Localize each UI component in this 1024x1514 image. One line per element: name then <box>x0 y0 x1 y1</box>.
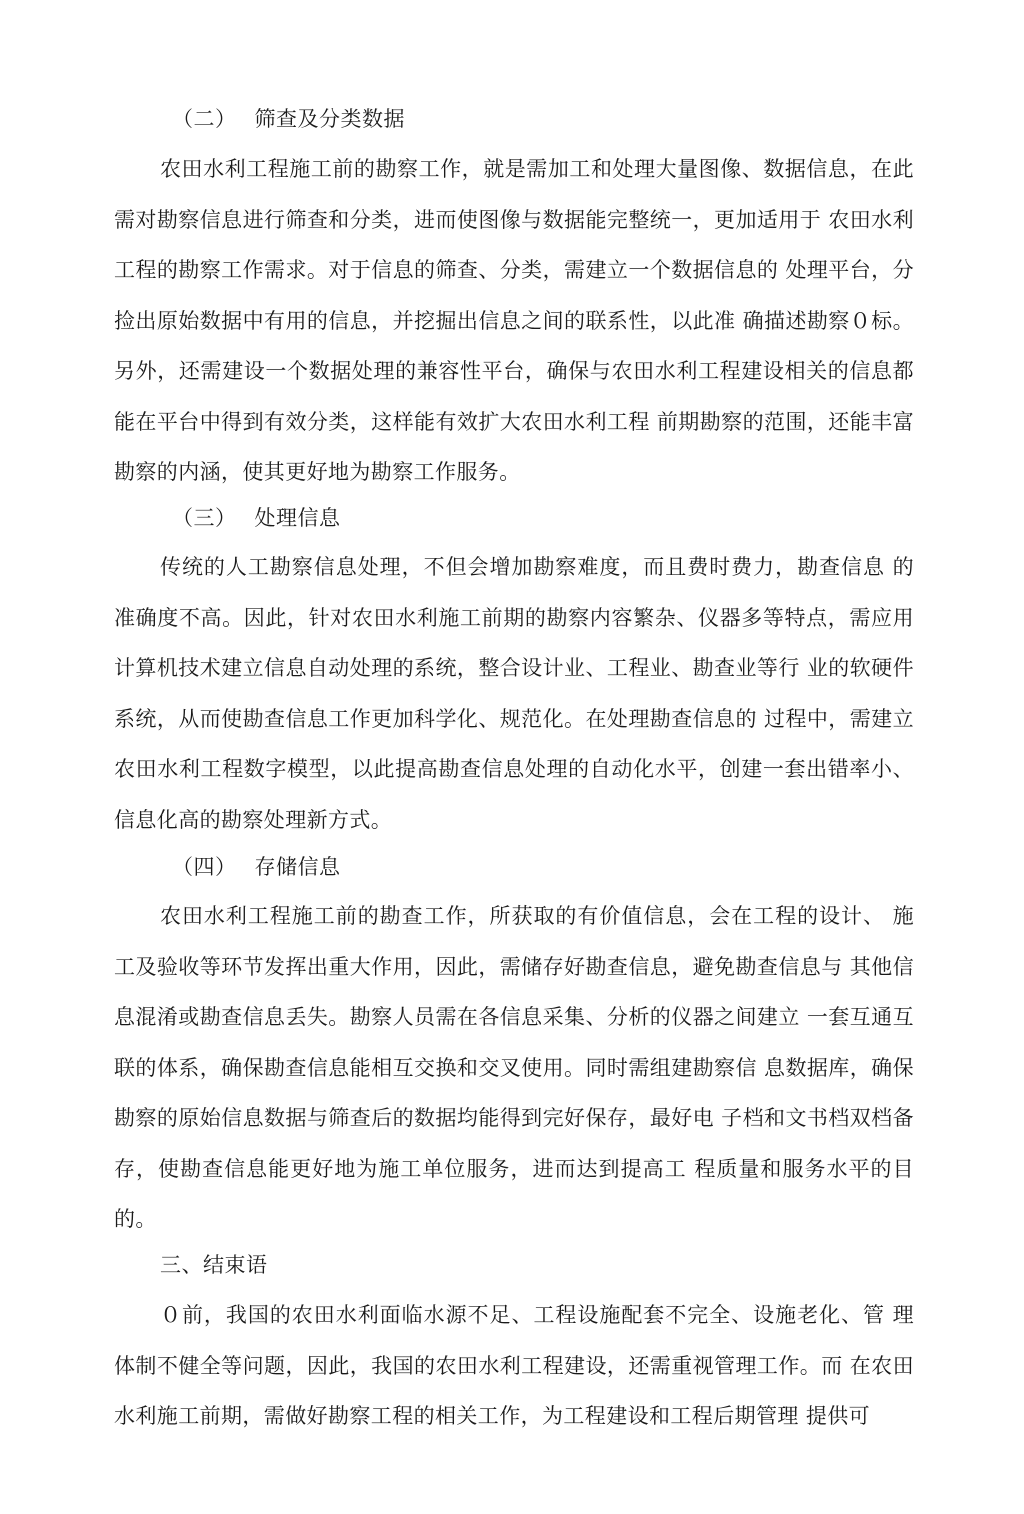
section-paragraph-3: 传统的人工勘察信息处理，不但会增加勘察难度，而且费时费力，勘查信息 的准确度不高。因此，针对农田水利施工前期的勘察内容繁杂、仪器多等特点，需应用计算机技术建立信息自动处理的系统，整合设计业、工程业、勘查业等行 业的软硬件系统，从而使勘查信息工作更加科学化、规范化。在处理勘查信息的 过程中，需建立农田水利工程数字模型，以此提高勘查信息处理的自动化水平，创建一套出错率小、信息化高的勘察处理新方式。 <box>114 555 914 832</box>
conclusion-heading: 三、结束语 <box>160 1253 268 1277</box>
conclusion-paragraph: ０前，我国的农田水利面临水源不足、工程设施配套不完全、设施老化、管 理体制不健全等问题，因此，我国的农田水利工程建设，还需重视管理工作。而 在农田水利施工前期，需做好勘察工程的相关工作，为工程建设和工程后期管理 提供可 <box>114 1303 914 1428</box>
section-paragraph-2: 农田水利工程施工前的勘察工作，就是需加工和处理大量图像、数据信息，在此需对勘察信息进行筛查和分类，进而使图像与数据能完整统一，更加适用于 农田水利工程的勘察工作需求。对于信息的筛查、分类，需建立一个数据信息的 处理平台，分捡出原始数据中有用的信息，并挖掘出信息之间的联系性，以此准 确描述勘察０标。另外，还需建设一个数据处理的兼容性平台，确保与农田水利工程建设相关的信息都能在平台中得到有效分类，这样能有效扩大农田水利工程 前期勘察的范围，还能丰富勘察的内涵，使其更好地为勘察工作服务。 <box>114 157 914 484</box>
section-title: 存储信息 <box>254 855 341 879</box>
section-heading-4 <box>172 852 341 882</box>
section-number: （四） <box>172 855 237 879</box>
section-title: 筛查及分类数据 <box>254 107 405 131</box>
section-title: 处理信息 <box>254 506 341 530</box>
section-number: （三） <box>172 506 237 530</box>
section-paragraph-4: 农田水利工程施工前的勘查工作，所获取的有价值信息，会在工程的设计、 施工及验收等环节发挥出重大作用，因此，需储存好勘查信息，避免勘查信息与 其他信息混淆或勘查信息丢失。勘察人员需在各信息采集、分析的仪器之间建立 一套互通互联的体系，确保勘查信息能相互交换和交叉使用。同时需组建勘察信 息数据库，确保勘察的原始信息数据与筛查后的数据均能得到完好保存，最好电 子档和文书档双档备存，使勘查信息能更好地为施工单位服务，进而达到提高工 程质量和服务水平的目的。 <box>114 904 914 1231</box>
section-number: （二） <box>172 107 237 131</box>
section-heading-3 <box>172 503 341 533</box>
section-heading-2 <box>172 104 405 134</box>
